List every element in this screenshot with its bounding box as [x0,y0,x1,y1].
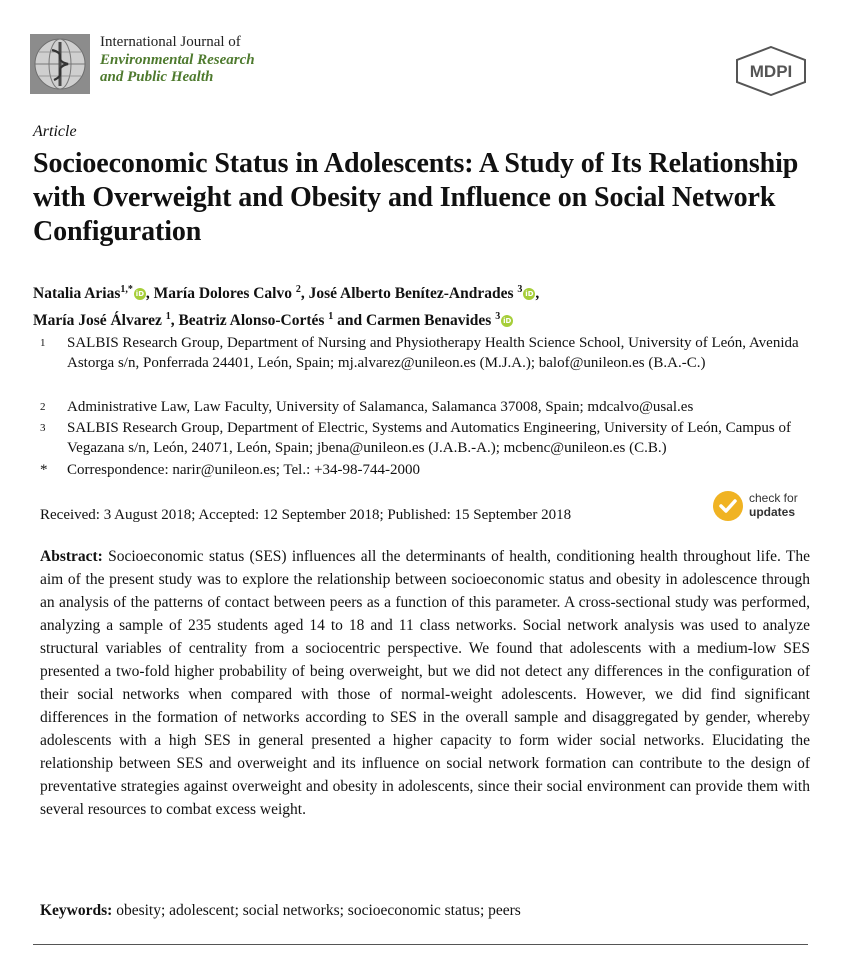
affiliation-text: SALBIS Research Group, Department of Electric, Systems and Automatics Engineering, University of León, Campus of Vegazana s/n, León, 24071, León, Spain; jbena@unileon.es (J.A.B.-A.); mcbenc@unileon.es (C.B.) [67,420,792,456]
check-for-updates-line1: check for [749,491,798,505]
correspondence-mark: * [40,462,48,478]
correspondence-text: Correspondence: narir@unileon.es; Tel.: +34-98-744-2000 [67,462,420,478]
author-separator: , [300,285,309,302]
affiliation-3 [40,418,810,458]
affiliation-text: SALBIS Research Group, Department of Nursing and Physiotherapy Health Science School, University of León, Avenida Astorga s/n, Ponferrada 24401, León, Spain; mj.alvarez@unileon.es (M.J.A.); balof@unileon.es (B.A.-C.) [67,335,799,371]
page-title: Socioeconomic Status in Adolescents: A Study of Its Relationship with Overweight and Obesity and Influence on Social Network Configuration [33,148,799,247]
affiliation-mark: 2 [40,401,46,413]
publisher-name: MDPI [749,62,793,81]
author-affiliation-mark: 3 [495,311,501,322]
check-for-updates-button[interactable] [713,488,813,524]
journal-name-line1: International Journal of [100,34,241,50]
author-affiliation-mark: 2 [295,284,301,295]
author-name: Natalia Arias [33,285,121,302]
author-name: Beatriz Alonso-Cortés [178,312,325,329]
author-name: Carmen Benavides [366,312,492,329]
keywords-text: obesity; adolescent; social networks; socioeconomic status; peers [116,902,521,919]
affiliation-mark: 1 [40,337,46,349]
journal-name-line3: and Public Health [100,69,214,85]
author-list [33,278,813,332]
journal-name-line2: Environmental Research [100,51,255,68]
check-for-updates-icon [713,491,743,521]
orcid-icon[interactable]: iD [525,290,534,298]
affiliation-2 [40,397,810,417]
author-separator: and [333,312,367,329]
abstract-label: Abstract: [40,548,103,565]
keywords-label: Keywords: [40,902,113,919]
author-affiliation-mark: 1,* [120,284,133,295]
abstract-text: Socioeconomic status (SES) influences all the determinants of health, conditioning health throughout life. The aim of the present study was to explore the relationship between socioeconomic status and obesity in adolescence through an analysis of the patterns of contact between peers as a function of this parameter. A cross-sectional study was performed, analyzing a sample of 235 students aged 14 to 18 and 11 class networks. Social network analysis was used to analyze structural variables of centrality from a sociocentric perspective. We found that adolescents with a medium-low SES presented a two-fold higher probability of being overweight, but we did not detect any differences in the configuration of their social networks when compared with those of normal-weight adolescents. However, we did find significant differences in the formation of networks according to SES in the overall sample and disaggregated by gender, whereby adolescents with a high SES in general presented a higher capacity to form wider social networks. Elucidating the relationship between SES and overweight and its influence on social network formation can contribute to the design of preventative strategies against overweight and obesity in adolescents, since their social environment can provide them with several resources to combat excess weight. [40,548,811,818]
author-name: María Dolores Calvo [153,285,292,302]
abstract [40,545,810,821]
journal-name [100,34,255,87]
affiliation-1 [40,333,810,373]
author-separator: , [145,285,154,302]
author-affiliation-mark: 3 [517,284,523,295]
orcid-icon[interactable]: iD [503,317,512,325]
publisher-logo-icon [733,46,809,96]
orcid-icon[interactable]: iD [135,290,145,298]
author-separator: , [535,285,540,302]
publication-dates: Received: 3 August 2018; Accepted: 12 September 2018; Published: 15 September 2018 [40,507,572,523]
check-for-updates-line2: updates [749,505,796,519]
author-affiliation-mark: 1 [328,311,334,322]
author-affiliation-mark: 1 [165,311,171,322]
affiliation-mark: 3 [40,422,46,434]
author-name: María José Álvarez [33,312,162,329]
author-name: José Alberto Benítez-Andrades [308,285,514,302]
journal-logo-icon [30,34,90,94]
article-type: Article [33,123,77,140]
author-separator: , [170,312,179,329]
keywords [40,902,521,920]
affiliation-text: Administrative Law, Law Faculty, University of Salamanca, Salamanca 37008, Spain; mdcalvo@usal.es [67,399,694,415]
divider [33,944,808,945]
correspondence [40,460,810,480]
